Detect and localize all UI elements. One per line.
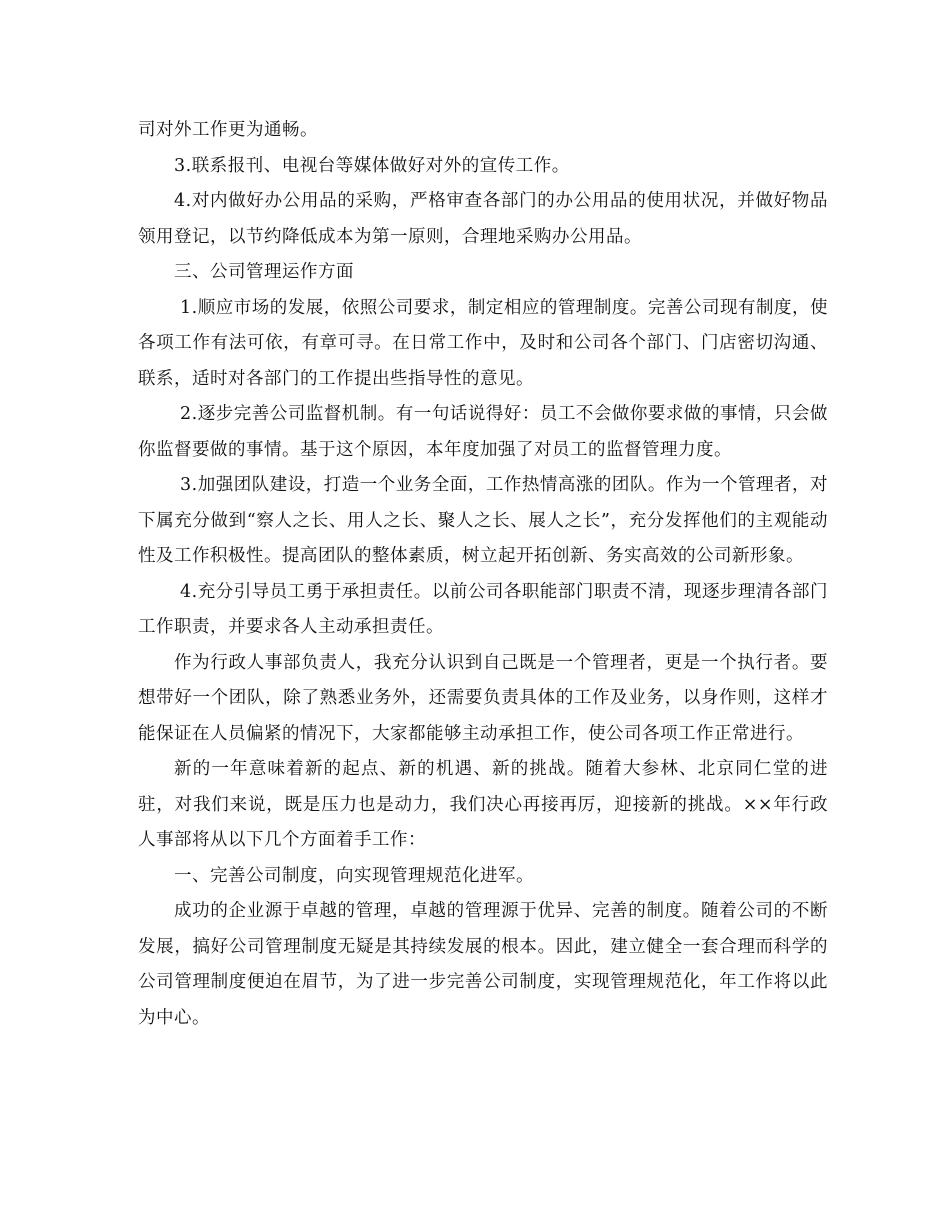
paragraph-self-reflection: 作为行政人事部负责人，我充分认识到自己既是一个管理者，更是一个执行者。要想带好一个团队，除了熟悉业务外，还需要负责具体的工作及业务，以身作则，这样才能保证在人员偏紧的情况下，大家都能够主动承担工作，使公司各项工作正常进行。 (138, 652, 828, 744)
paragraph-continuation: 司对外工作更为通畅。 (138, 120, 318, 140)
paragraph-item-management-system: 1.顺应市场的发展，依照公司要求，制定相应的管理制度。完善公司现有制度，使各项工作有法可依，有章可寻。在日常工作中，及时和公司各个部门、门店密切沟通、联系，适时对各部门的工作提出些指导性的意见。 (138, 297, 828, 389)
paragraph-management-system-core: 成功的企业源于卓越的管理，卓越的管理源于优异、完善的制度。随着公司的不断发展，搞好公司管理制度无疑是其持续发展的根本。因此，建立健全一套合理而科学的公司管理制度便迫在眉节，为了进一步完善公司制度，实现管理规范化，年工作将以此为中心。 (138, 901, 828, 1028)
section-heading-management: 三、公司管理运作方面 (174, 262, 354, 282)
paragraph-item-office-supplies: 4.对内做好办公用品的采购，严格审查各部门的办公用品的使用状况，并做好物品领用登记，以节约降低成本为第一原则，合理地采购办公用品。 (138, 191, 828, 247)
document-body (138, 113, 828, 1036)
paragraph-item-responsibility: 4.充分引导员工勇于承担责任。以前公司各职能部门职责不清，现逐步理清各部门工作职责，并要求各人主动承担责任。 (138, 581, 828, 637)
section-heading-company-system: 一、完善公司制度，向实现管理规范化进军。 (174, 865, 534, 886)
paragraph-item-team-building: 3.加强团队建设，打造一个业务全面，工作热情高涨的团队。作为一个管理者，对下属充分做到“察人之长、用人之长、聚人之长、展人之长”，充分发挥他们的主观能动性及工作积极性。提高团队的整体素质，树立起开拓创新、务实高效的公司新形象。 (138, 475, 828, 566)
paragraph-item-supervision: 2.逐步完善公司监督机制。有一句话说得好：员工不会做你要求做的事情，只会做你监督要做的事情。基于这个原因，本年度加强了对员工的监督管理力度。 (138, 404, 828, 460)
paragraph-new-year: 新的一年意味着新的起点、新的机遇、新的挑战。随着大参林、北京同仁堂的进驻，对我们来说，既是压力也是动力，我们决心再接再厉，迎接新的挑战。××年行政人事部将从以下几个方面着手工作： (138, 759, 828, 850)
paragraph-item-media-publicity: 3.联系报刊、电视台等媒体做好对外的宣传工作。 (174, 155, 570, 176)
